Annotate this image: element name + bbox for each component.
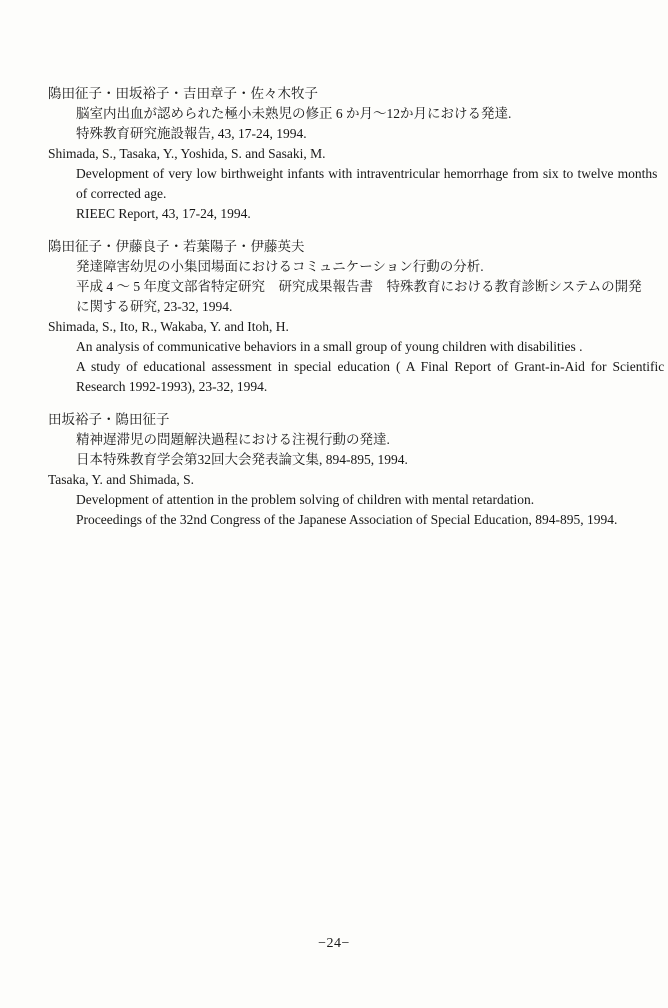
japanese-title: 脳室内出血が認められた極小未熟児の修正 6 か月～12か月における発達.	[76, 106, 512, 121]
japanese-source-line: 平成 4 ～ 5 年度文部省特定研究 研究成果報告書 特殊教育における教育診断システムの開発	[76, 279, 642, 294]
english-source: RIEEC Report, 43, 17-24, 1994.	[76, 206, 251, 221]
japanese-authors: 隝田征子・田坂裕子・吉田章子・佐々木牧子	[48, 86, 318, 101]
english-title-line: Development of attention in the problem solving of children with mental retardation.	[76, 492, 535, 507]
bibliography-list	[48, 84, 665, 543]
english-source: Proceedings of the 32nd Congress of the Japanese Association of Special Education, 894-895, 1994.	[76, 512, 618, 527]
english-source-line: Research 1992-1993), 23-32, 1994.	[76, 379, 268, 394]
english-title-line: An analysis of communicative behaviors in a small group of young children with disabilities .	[76, 339, 583, 354]
page-number: −24−	[318, 936, 350, 951]
english-authors: Tasaka, Y. and Shimada, S.	[48, 472, 195, 487]
japanese-title: 精神遅滞児の問題解決過程における注視行動の発達.	[76, 432, 390, 447]
english-source-line: A study of educational assessment in special education ( A Final Report of Grant-in-Aid for Scientific	[76, 359, 665, 374]
japanese-source-line: に関する研究, 23-32, 1994.	[76, 299, 233, 314]
reference-entry-2	[48, 237, 665, 397]
english-authors: Shimada, S., Ito, R., Wakaba, Y. and Itoh, H.	[48, 319, 289, 334]
reference-entry-1	[48, 84, 658, 224]
english-title-line: Development of very low birthweight infants with intraventricular hemorrhage from six to twelve months	[76, 166, 658, 181]
japanese-source: 日本特殊教育学会第32回大会発表論文集, 894-895, 1994.	[76, 452, 408, 467]
reference-entry-3	[48, 410, 624, 530]
japanese-authors: 隝田征子・伊藤良子・若葉陽子・伊藤英夫	[48, 239, 305, 254]
japanese-authors: 田坂裕子・隝田征子	[48, 412, 170, 427]
english-authors: Shimada, S., Tasaka, Y., Yoshida, S. and Sasaki, M.	[48, 146, 326, 161]
english-title-line: of corrected age.	[76, 186, 167, 201]
japanese-source: 特殊教育研究施設報告, 43, 17-24, 1994.	[76, 126, 307, 141]
japanese-title: 発達障害幼児の小集団場面におけるコミュニケーション行動の分析.	[76, 259, 484, 274]
